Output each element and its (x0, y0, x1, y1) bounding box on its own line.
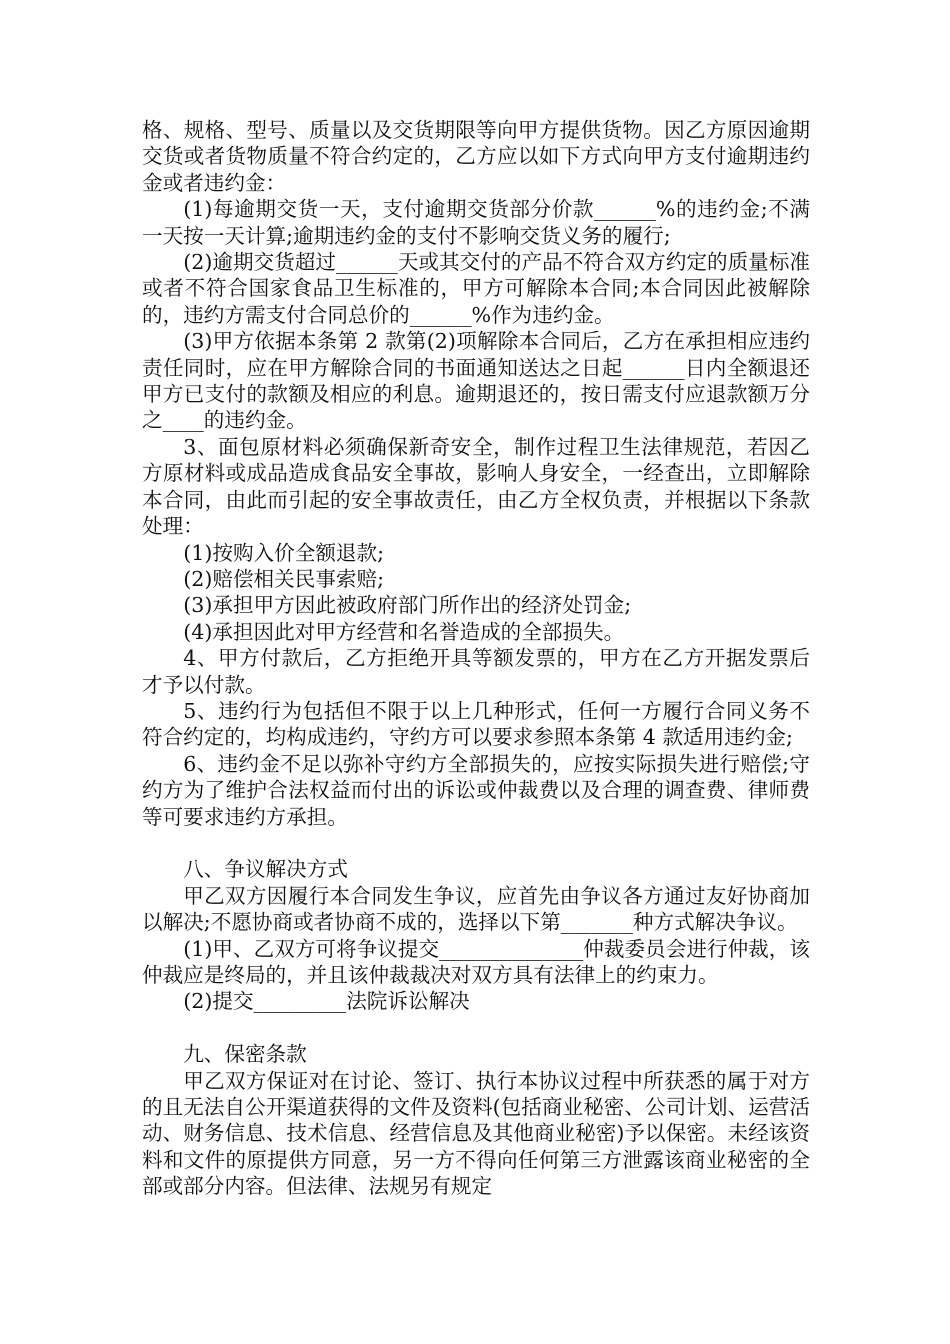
section-8-body: 甲乙双方因履行本合同发生争议，应首先由争议各方通过友好协商加以解决;不愿协商或者协商不成的，选择以下第_______种方式解决争议。 (142, 883, 810, 935)
clause-4-invoice: 4、甲方付款后，乙方拒绝开具等额发票的，甲方在乙方开据发票后才予以付款。 (142, 646, 810, 697)
paragraph-spacer (142, 830, 810, 856)
document-page (142, 117, 810, 1200)
clause-item-2: (2)逾期交货超过______天或其交付的产品不符合双方约定的质量标准或者不符合国家食品卫生标准的，甲方可解除本合同;本合同因此被解除的，违约方需支付合同总价的______%作为违约金。 (142, 250, 810, 327)
section-9-heading: 九、保密条款 (183, 1042, 307, 1067)
clause-5-breach: 5、违约行为包括但不限于以上几种形式，任何一方履行合同义务不符合约定的，均构成违约，守约方可以要求参照本条第 4 款适用违约金; (142, 698, 810, 750)
section-8-option-2: (2)提交_________法院诉讼解决 (183, 989, 470, 1014)
paragraph-spacer (142, 1015, 810, 1041)
section-8-option-1: (1)甲、乙双方可将争议提交______________仲裁委员会进行仲裁，该仲裁应是终局的，并且该仲裁裁决对双方具有法律上的约束力。 (142, 936, 810, 987)
food-safety-item-2: (2)赔偿相关民事索赔; (183, 566, 385, 591)
clause-6-compensation: 6、违约金不足以弥补守约方全部损失的，应按实际损失进行赔偿;守约方为了维护合法权益而付出的诉讼或仲裁费以及合理的调查费、律师费等可要求违约方承担。 (142, 751, 810, 829)
section-8-heading: 八、争议解决方式 (183, 857, 348, 882)
clause-item-1: (1)每逾期交货一天，支付逾期交货部分价款______%的违约金;不满一天按一天计算;逾期违约金的支付不影响交货义务的履行; (142, 197, 810, 248)
section-9-body: 甲乙双方保证对在讨论、签订、执行本协议过程中所获悉的属于对方的且无法自公开渠道获得的文件及资料(包括商业秘密、公司计划、运营活动、财务信息、技术信息、经营信息及其他商业秘密)予以保密。未经该资料和文件的原提供方同意，另一方不得向任何第三方泄露该商业秘密的全部或部分内容。但法律、法规另有规定 (142, 1068, 810, 1199)
clause-item-3: (3)甲方依据本条第 2 款第(2)项解除本合同后，乙方在承担相应违约责任同时，应在甲方解除合同的书面通知送达之日起______日内全额退还甲方已支付的款额及相应的利息。逾期退还的，按日需支付应退款额万分之____的违约金。 (142, 329, 810, 433)
food-safety-item-3: (3)承担甲方因此被政府部门所作出的经济处罚金; (183, 593, 632, 618)
food-safety-item-1: (1)按购入价全额退款; (183, 540, 385, 565)
paragraph-delivery-penalty: 格、规格、型号、质量以及交货期限等向甲方提供货物。因乙方原因逾期交货或者货物质量不符合约定的，乙方应以如下方式向甲方支付逾期违约金或者违约金： (142, 118, 810, 195)
clause-3-food-safety: 3、面包原材料必须确保新奇安全，制作过程卫生法律规范，若因乙方原材料或成品造成食品安全事故，影响人身安全，一经查出，立即解除本合同，由此而引起的安全事故责任，由乙方全权负责，并根据以下条款处理： (142, 434, 810, 539)
food-safety-item-4: (4)承担因此对甲方经营和名誉造成的全部损失。 (183, 619, 625, 644)
